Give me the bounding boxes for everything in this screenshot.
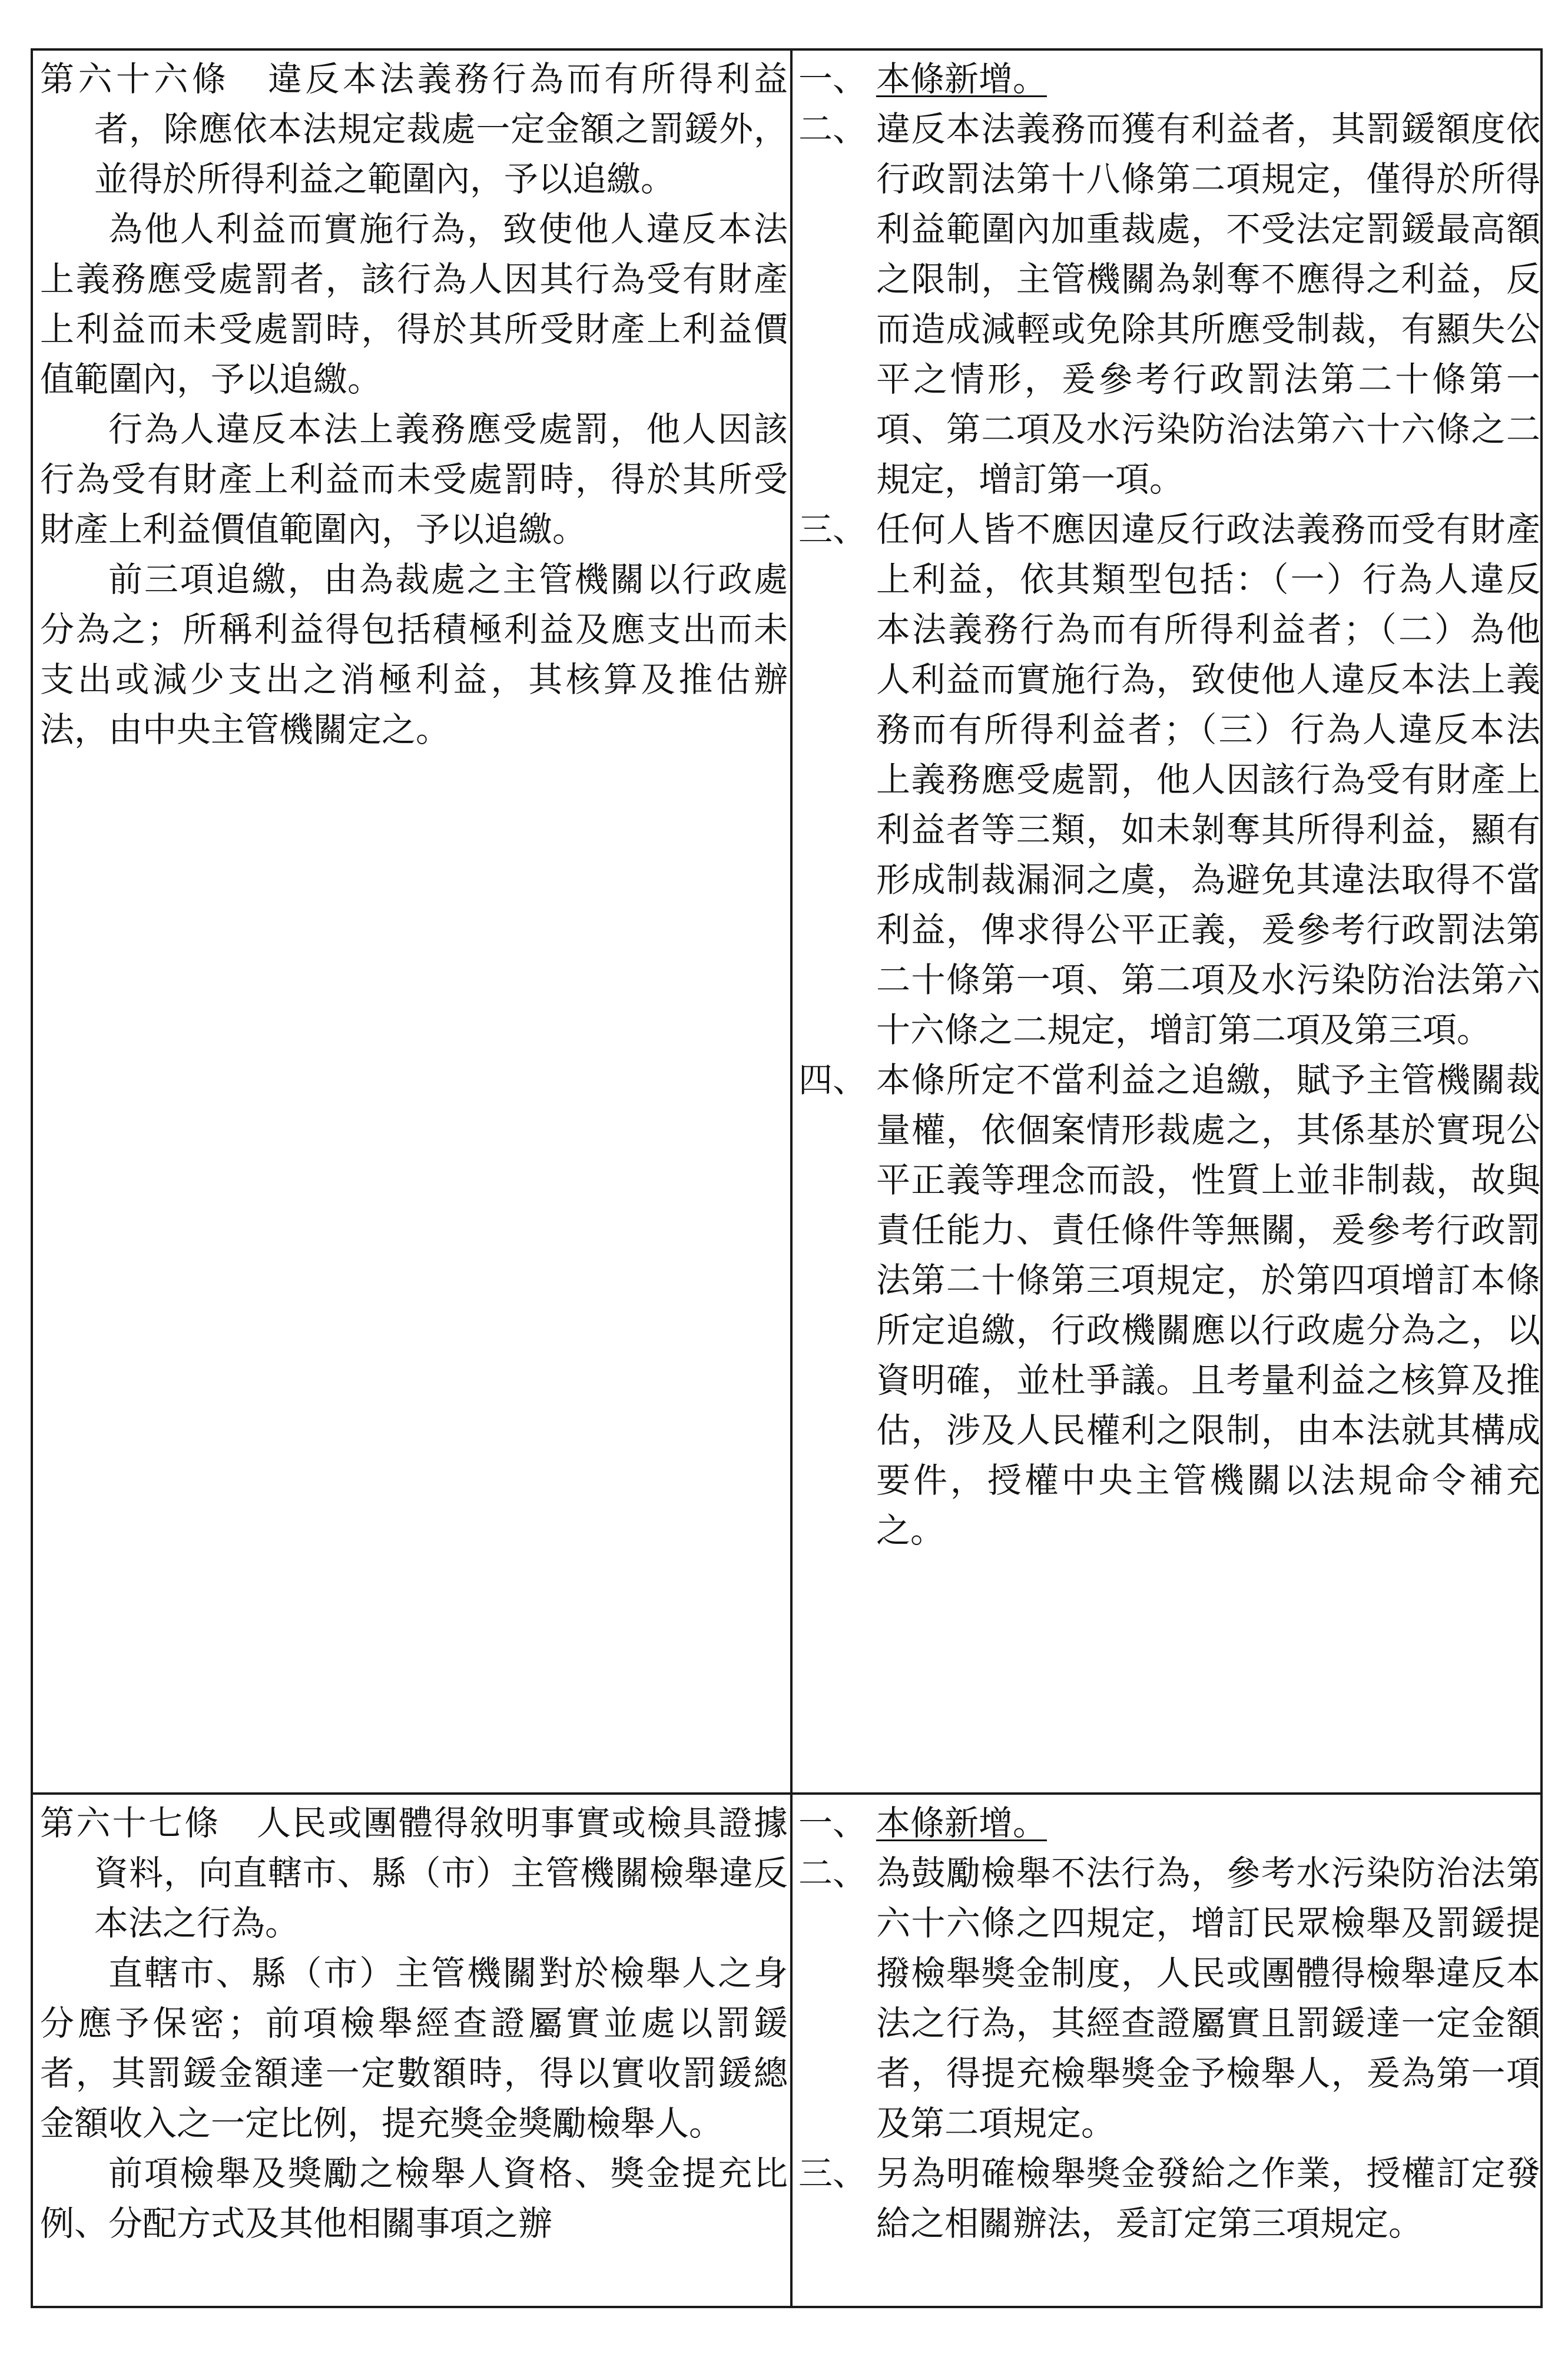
article-67-note-2 (798, 1848, 1540, 2149)
amendment-table (31, 48, 1543, 2308)
note-number: 一、 (798, 59, 867, 99)
note-text: 本條新增。 (876, 59, 1047, 99)
article-66-paragraph-2: 為他人利益而實施行為，致使他人違反本法上義務應受處罰者，該行為人因其行為受有財產上利益而未受處罰時，得於其所受財產上利益價值範圍內，予以追繳。 (40, 209, 788, 399)
note-number: 三、 (798, 2153, 867, 2193)
article-66-note-3 (798, 505, 1540, 1055)
note-text: 本條新增。 (876, 1803, 1047, 1843)
note-number: 二、 (798, 1853, 867, 1893)
row-divider (33, 1792, 1540, 1795)
note-number: 三、 (798, 509, 867, 549)
article-66-paragraph-1: 第六十六條 違反本法義務行為而有所得利益者，除應依本法規定裁處一定金額之罰鍰外，並得於所得利益之範圍內，予以追繳。 (40, 59, 788, 199)
note-text: 違反本法義務而獲有利益者，其罰鍰額度依行政罰法第十八條第二項規定，僅得於所得利益範圍內加重裁處，不受法定罰鍰最高額之限制，主管機關為剝奪不應得之利益，反而造成減輕或免除其所應受制裁，有顯失公平之情形，爰參考行政罰法第二十條第一項、第二項及水污染防治法第六十六條之二規定，增訂第一項。 (876, 109, 1540, 499)
article-67-text-cell (40, 1798, 788, 2249)
note-number: 二、 (798, 109, 867, 149)
note-text: 本條所定不當利益之追繳，賦予主管機關裁量權，依個案情形裁處之，其係基於實現公平正義等理念而設，性質上並非制裁，故與責任能力、責任條件等無關，爰參考行政罰法第二十條第三項規定，於第四項增訂本條所定追繳，行政機關應以行政處分為之，以資明確，並杜爭議。且考量利益之核算及推估，涉及人民權利之限制，由本法就其構成要件，授權中央主管機關以法規命令補充之。 (876, 1060, 1540, 1550)
article-66-paragraph-3: 行為人違反本法上義務應受處罰，他人因該行為受有財產上利益而未受處罰時，得於其所受財產上利益價值範圍內，予以追繳。 (40, 409, 788, 549)
article-67-note-1 (798, 1798, 1540, 1848)
article-66-note-1 (798, 54, 1540, 104)
article-67-title: 第六十七條 (40, 1803, 221, 1843)
column-divider (790, 51, 793, 2306)
article-66-notes-cell (798, 54, 1540, 1556)
note-text: 為鼓勵檢舉不法行為，參考水污染防治法第六十六條之四規定，增訂民眾檢舉及罰鍰提撥檢舉獎金制度，人民或團體得檢舉違反本法之行為，其經查證屬實且罰鍰達一定金額者，得提充檢舉獎金予檢舉人，爰為第一項及第二項規定。 (876, 1853, 1540, 2143)
note-text: 另為明確檢舉獎金發給之作業，授權訂定發給之相關辦法，爰訂定第三項規定。 (876, 2153, 1540, 2243)
note-number: 一、 (798, 1803, 867, 1843)
article-67-note-3 (798, 2149, 1540, 2249)
note-text: 任何人皆不應因違反行政法義務而受有財產上利益，依其類型包括：（一）行為人違反本法義務行為而有所得利益者；（二）為他人利益而實施行為，致使他人違反本法上義務而有所得利益者；（三）行為人違反本法上義務應受處罰，他人因該行為受有財產上利益者等三類，如未剝奪其所得利益，顯有形成制裁漏洞之虞，為避免其違法取得不當利益，俾求得公平正義，爰參考行政罰法第二十條第一項、第二項及水污染防治法第六十六條之二規定，增訂第二項及第三項。 (876, 509, 1540, 1050)
article-67-notes-cell (798, 1798, 1540, 2249)
article-67-paragraph-1: 第六十七條 人民或團體得敘明事實或檢具證據資料，向直轄市、縣（市）主管機關檢舉違反本法之行為。 (40, 1803, 788, 1943)
article-66-text-cell (40, 54, 788, 755)
article-66-title: 第六十六條 (40, 59, 230, 99)
article-67-paragraph-2: 直轄市、縣（市）主管機關對於檢舉人之身分應予保密；前項檢舉經查證屬實並處以罰鍰者，其罰鍰金額達一定數額時，得以實收罰鍰總金額收入之一定比例，提充獎金獎勵檢舉人。 (40, 1953, 788, 2143)
article-67-paragraph-3: 前項檢舉及獎勵之檢舉人資格、獎金提充比例、分配方式及其他相關事項之辦 (40, 2153, 788, 2243)
note-number: 四、 (798, 1060, 867, 1100)
article-66-note-2 (798, 104, 1540, 505)
article-66-paragraph-4: 前三項追繳，由為裁處之主管機關以行政處分為之；所稱利益得包括積極利益及應支出而未支出或減少支出之消極利益，其核算及推估辦法，由中央主管機關定之。 (40, 559, 788, 750)
article-66-note-4 (798, 1055, 1540, 1556)
